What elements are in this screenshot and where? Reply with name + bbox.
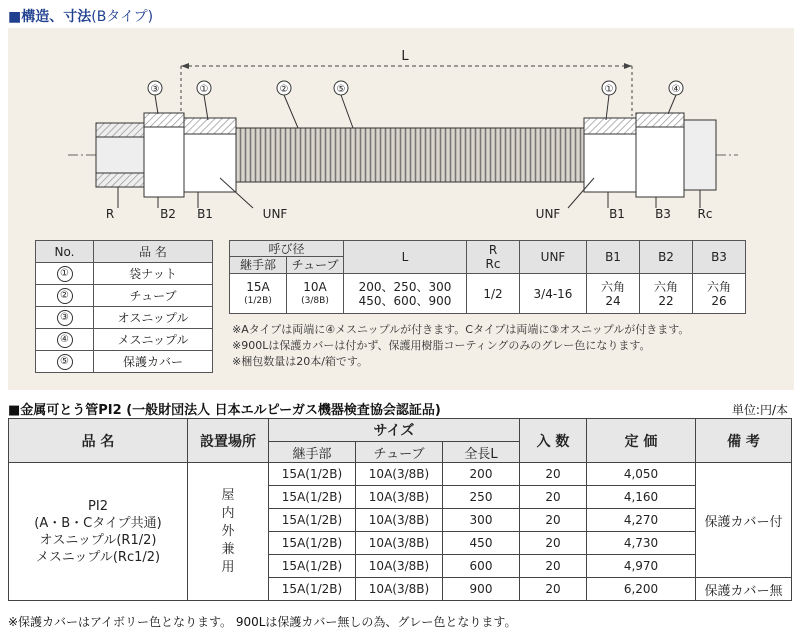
note-line: ※梱包数量は20本/箱です。	[232, 355, 369, 368]
parts-table	[35, 240, 213, 373]
svg-text:UNF: UNF	[535, 207, 561, 221]
header-R-Rc: R Rc	[467, 241, 520, 274]
table-row	[36, 285, 213, 307]
table-row	[230, 274, 746, 314]
header-place: 設置場所	[188, 419, 269, 463]
part-name: 保護カバー	[94, 351, 213, 373]
price-table-title: ■金属可とう管PI2 (一般財団法人 日本エルピーガス機器検査協会認証品)	[8, 403, 441, 418]
header-B2: B2	[640, 241, 693, 274]
part-name: メスニップル	[94, 329, 213, 351]
part-no: ⑤	[57, 354, 73, 370]
remark-no-cover: 保護カバー無	[696, 578, 792, 601]
B1-value: 六角 24	[587, 274, 640, 314]
part-no: ①	[57, 266, 73, 282]
header-UNF: UNF	[520, 241, 587, 274]
part-no: ②	[57, 288, 73, 304]
svg-text:⑤: ⑤	[336, 84, 346, 95]
parts-header-name: 品 名	[94, 241, 213, 263]
unit-label: 単位:円/本	[731, 403, 788, 417]
L-values: 200、250、300 450、600、900	[344, 274, 467, 314]
header-yobikei: 呼び径	[230, 241, 344, 257]
part-name: オスニップル	[94, 307, 213, 329]
svg-text:B2: B2	[160, 207, 176, 221]
table-row: 15A(1/2B) 10A(3/8B) 450 20 4,730	[9, 532, 792, 555]
B3-value: 六角 26	[693, 274, 746, 314]
header-price: 定 価	[587, 419, 696, 463]
table-row: 15A(1/2B) 10A(3/8B) 250 20 4,160	[9, 486, 792, 509]
note-line: ※900Lは保護カバーは付かず、保護用樹脂コーティングのみのグレー色になります。	[232, 339, 651, 352]
dim-label-L: L	[401, 49, 409, 64]
price-table	[8, 418, 792, 601]
svg-text:B1: B1	[609, 207, 625, 221]
svg-text:②: ②	[279, 84, 289, 95]
header-remarks: 備 考	[696, 419, 792, 463]
hose-structure-diagram	[8, 28, 794, 233]
table-row: 15A(1/2B) 10A(3/8B) 600 20 4,970	[9, 555, 792, 578]
product-name: PI2 (A・B・Cタイプ共通) オスニップル(R1/2) メスニップル(Rc1/2)	[9, 463, 188, 601]
table-row	[36, 329, 213, 351]
parts-header-no: No.	[36, 241, 94, 263]
header-qty: 入 数	[520, 419, 587, 463]
svg-text:Rc: Rc	[697, 207, 713, 221]
part-no: ④	[57, 332, 73, 348]
section-title: ■構造、寸法(Bタイプ)	[8, 9, 154, 25]
remark-cover: 保護カバー付	[696, 463, 792, 578]
table-row	[36, 351, 213, 373]
footnote: ※保護カバーはアイボリー色となります。 900Lは保護カバー無しの為、グレー色となります。	[8, 615, 517, 629]
svg-text:B3: B3	[655, 207, 671, 221]
part-name: チューブ	[94, 285, 213, 307]
svg-text:①: ①	[199, 84, 209, 95]
svg-text:④: ④	[671, 84, 681, 95]
note-line: ※Aタイプは両端に④メスニップルが付きます。Cタイプは両端に③オスニップルが付きます。	[232, 323, 690, 336]
svg-text:①: ①	[604, 84, 614, 95]
svg-text:③: ③	[150, 84, 160, 95]
header-tsugite: 継手部	[269, 442, 356, 463]
table-row	[36, 263, 213, 285]
table-row: 15A(1/2B) 10A(3/8B) 300 20 4,270	[9, 509, 792, 532]
part-no: ③	[57, 310, 73, 326]
svg-text:UNF: UNF	[262, 207, 288, 221]
header-B1: B1	[587, 241, 640, 274]
table-row: PI2 (A・B・Cタイプ共通) オスニップル(R1/2) メスニップル(Rc1/2) 屋 内 外 兼 用 15A(1/2B) 10A(3/8B) 200 20 4,050 保護カバー付	[9, 463, 792, 486]
header-tube: チューブ	[356, 442, 443, 463]
part-name: 袋ナット	[94, 263, 213, 285]
table-row: 15A(1/2B) 10A(3/8B) 900 20 6,200 保護カバー無	[9, 578, 792, 601]
header-size: サイズ	[269, 419, 520, 442]
header-B3: B3	[693, 241, 746, 274]
install-place: 屋 内 外 兼 用	[188, 463, 269, 601]
R-value: 1/2	[467, 274, 520, 314]
UNF-value: 3/4-16	[520, 274, 587, 314]
table-row	[36, 307, 213, 329]
notes	[232, 322, 689, 370]
header-length: 全長L	[443, 442, 520, 463]
B2-value: 六角 22	[640, 274, 693, 314]
header-tsugite: 継手部	[230, 257, 287, 274]
header-name: 品 名	[9, 419, 188, 463]
header-L: L	[344, 241, 467, 274]
svg-text:R: R	[105, 207, 115, 221]
tube-value: 10A (3/8B)	[287, 274, 344, 314]
header-tube: チューブ	[287, 257, 344, 274]
svg-text:B1: B1	[197, 207, 213, 221]
tsugite-value: 15A (1/2B)	[230, 274, 287, 314]
dimension-table	[229, 240, 746, 314]
